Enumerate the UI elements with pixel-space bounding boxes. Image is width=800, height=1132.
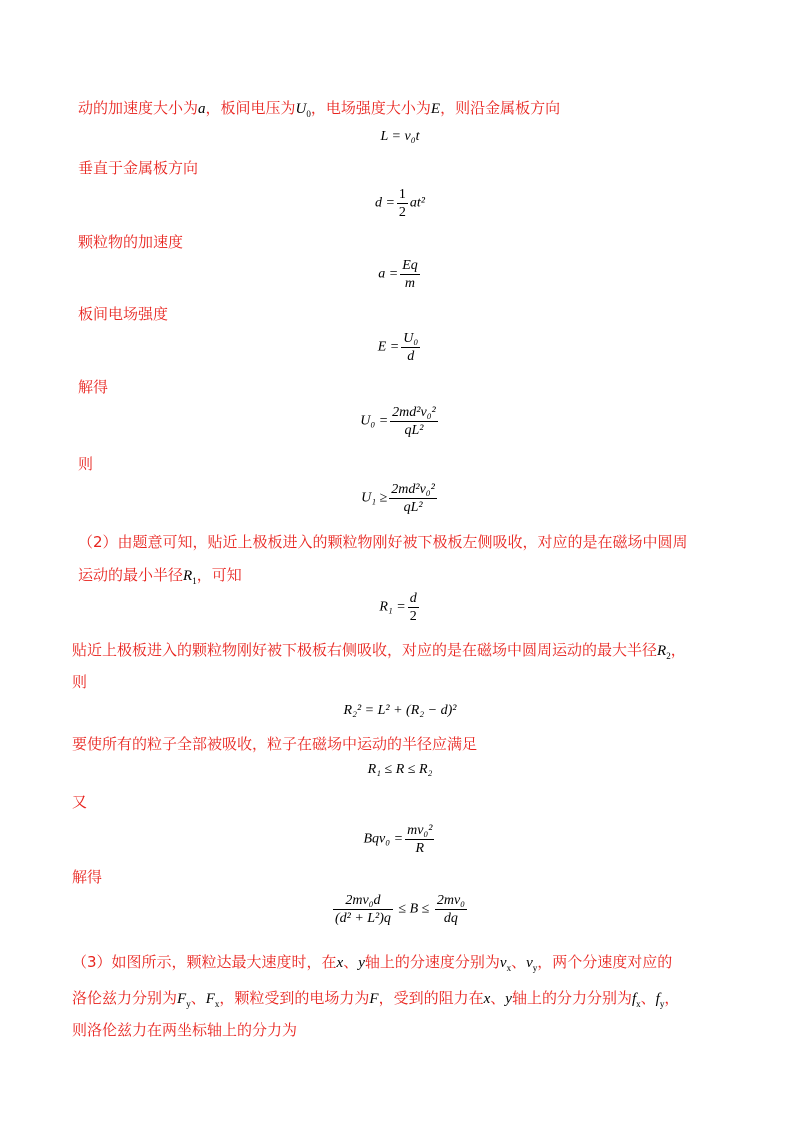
var-x: x xyxy=(336,955,344,971)
text-line-8 xyxy=(78,565,242,591)
equation-2: d = $\frac{1}{2}$ at² xyxy=(374,187,426,220)
text: 轴上的分力分别为 xyxy=(511,989,632,1007)
text: ，可知 xyxy=(196,566,242,584)
text-line-11: 要使所有的粒子全部被吸收，粒子在磁场中运动的半径应满足 xyxy=(72,735,478,753)
var-Fy: $F_y$ xyxy=(177,991,191,1009)
equation-11: $\frac{\text{2mv₀d}}{\text{(d² + L²)q}}$ ≤ B ≤ $\frac{\text{2mv₀}}{dq}$ xyxy=(334,893,466,926)
text-line-14 xyxy=(72,952,672,978)
text-line-15 xyxy=(72,988,679,1014)
text: ， xyxy=(664,989,680,1007)
equation-6: U₁ ≥ $\frac{\text{2md²v₀²}}{\text{qL²}}$ xyxy=(361,482,435,515)
text: ，受到的阻力在 xyxy=(378,989,484,1007)
equation-7: R₁ = $\frac{d}{2}$ xyxy=(379,591,417,624)
text: 、 xyxy=(490,989,506,1007)
text-line-1 xyxy=(78,98,560,124)
equation-1: L = v₀t xyxy=(380,129,420,144)
equation-10: Bqv₀ = $\frac{\text{mv₀²}}{R}$ xyxy=(363,823,433,856)
text: ，板间电压为 xyxy=(205,99,296,117)
var-F: F xyxy=(369,991,379,1007)
var-a: a xyxy=(198,101,206,117)
var-E: E xyxy=(430,101,441,117)
text-line-9 xyxy=(72,640,686,666)
text: （3）如图所示，颗粒达最大速度时，在 xyxy=(72,953,337,971)
text: ，颗粒受到的电场力为 xyxy=(219,989,370,1007)
var-y: y xyxy=(358,955,365,971)
equation-4: E = $\frac{\text{U₀}}{d}$ xyxy=(377,331,419,364)
var-vx: $v_x$ xyxy=(499,955,512,973)
equation-8: R₂² = L² + (R₂ − d)² xyxy=(343,703,457,718)
text-line-7: （2）由题意可知，贴近上极板进入的颗粒物刚好被下极板左侧吸收，对应的是在磁场中圆周 xyxy=(78,533,688,551)
text-line-10: 则 xyxy=(72,673,88,691)
text: 、 xyxy=(511,953,527,971)
text: ，则沿金属板方向 xyxy=(440,99,561,117)
text: 洛伦兹力分别为 xyxy=(72,989,178,1007)
text-line-16: 则洛伦兹力在两坐标轴上的分力为 xyxy=(72,1021,298,1039)
text: 、 xyxy=(640,989,656,1007)
var-R1: $R_1$ xyxy=(183,568,197,586)
var-fx: $f_x$ xyxy=(631,991,641,1009)
text: ， xyxy=(670,641,686,659)
equation-5: U₀ = $\frac{\text{2md²v₀²}}{\text{qL²}}$ xyxy=(360,405,436,438)
text-line-13: 解得 xyxy=(72,868,103,886)
text-line-5: 解得 xyxy=(78,378,109,396)
text: 、 xyxy=(190,989,206,1007)
var-x: x xyxy=(483,991,491,1007)
text-line-12: 又 xyxy=(72,793,88,811)
var-U0: $U_0$ xyxy=(295,101,311,119)
var-Fx: $F_x$ xyxy=(205,991,220,1009)
text-line-4: 板间电场强度 xyxy=(78,305,169,323)
equation-3: a = $\frac{Eq}{m}$ xyxy=(378,258,418,291)
text-line-2: 垂直于金属板方向 xyxy=(78,159,199,177)
equation-9: R₁ ≤ R ≤ R₂ xyxy=(367,762,433,777)
var-fy: $f_y$ xyxy=(655,991,665,1009)
text: ，两个分速度对应的 xyxy=(537,953,673,971)
text: ，电场强度大小为 xyxy=(310,99,431,117)
text-line-6: 则 xyxy=(78,455,94,473)
text: 贴近上极板进入的颗粒物刚好被下极板右侧吸收，对应的是在磁场中圆周运动的最大半径 xyxy=(72,641,658,659)
var-vy: $v_y$ xyxy=(526,955,538,973)
text: 、 xyxy=(343,953,359,971)
var-R2: $R_2$ xyxy=(657,643,671,661)
var-y: y xyxy=(505,991,512,1007)
text: 动的加速度大小为 xyxy=(78,99,199,117)
text: 运动的最小半径 xyxy=(78,566,184,584)
text: 轴上的分速度分别为 xyxy=(364,953,500,971)
text-line-3: 颗粒物的加速度 xyxy=(78,233,184,251)
